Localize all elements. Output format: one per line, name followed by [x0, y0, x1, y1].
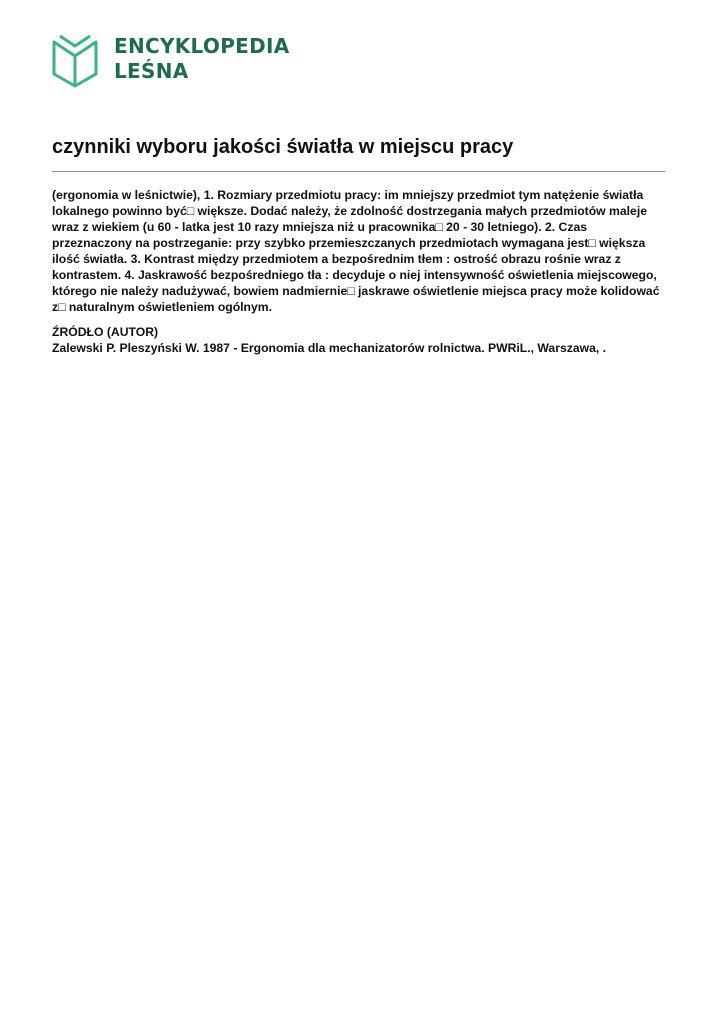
source-citation: Zalewski P. Pleszyński W. 1987 - Ergonomia dla mechanizatorów rolnictwa. PWRiL., Warszawa, . — [52, 341, 607, 355]
body-line: kontrastem. 4. Jaskrawość bezpośredniego tła : decyduje o niej intensywność oświetlenia miejscowego, — [52, 268, 657, 282]
body-line: (ergonomia w leśnictwie), 1. Rozmiary przedmiotu pracy: im mniejszy przedmiot tym natężenie światła — [52, 188, 644, 202]
title-divider — [52, 171, 665, 172]
body-line: którego nie należy nadużywać, bowiem nadmiernie□ jaskrawe oświetlenie miejsca pracy może kolidować — [52, 284, 660, 298]
site-logo[interactable] — [52, 32, 290, 88]
source-heading: ŹRÓDŁO (AUTOR) — [52, 325, 159, 339]
logo-wordmark — [114, 34, 290, 84]
body-line: lokalnego powinno być□ większe. Dodać należy, że zdolność dostrzegania małych przedmiotów maleje — [52, 204, 647, 218]
source-section — [52, 324, 666, 356]
open-book-icon — [52, 32, 98, 88]
page-title: czynniki wyboru jakości światła w miejscu pracy — [52, 136, 514, 158]
logo-line-2: LEŚNA — [114, 59, 189, 83]
logo-line-1: ENCYKLOPEDIA — [114, 34, 290, 58]
body-line: przeznaczony na postrzeganie: przy szybko przemieszczanych przedmiotach wymagana jest□ większa — [52, 236, 646, 250]
body-line: ilość światła. 3. Kontrast między przedmiotem a bezpośrednim tłem : ostrość obrazu rośnie wraz z — [52, 252, 621, 266]
body-line: z□ naturalnym oświetleniem ogólnym. — [52, 300, 273, 314]
body-line: wraz z wiekiem (u 60 - latka jest 10 razy mniejsza niż u pracownika□ 20 - 30 letniego). 2. Czas — [52, 220, 588, 234]
article-body — [52, 187, 666, 315]
